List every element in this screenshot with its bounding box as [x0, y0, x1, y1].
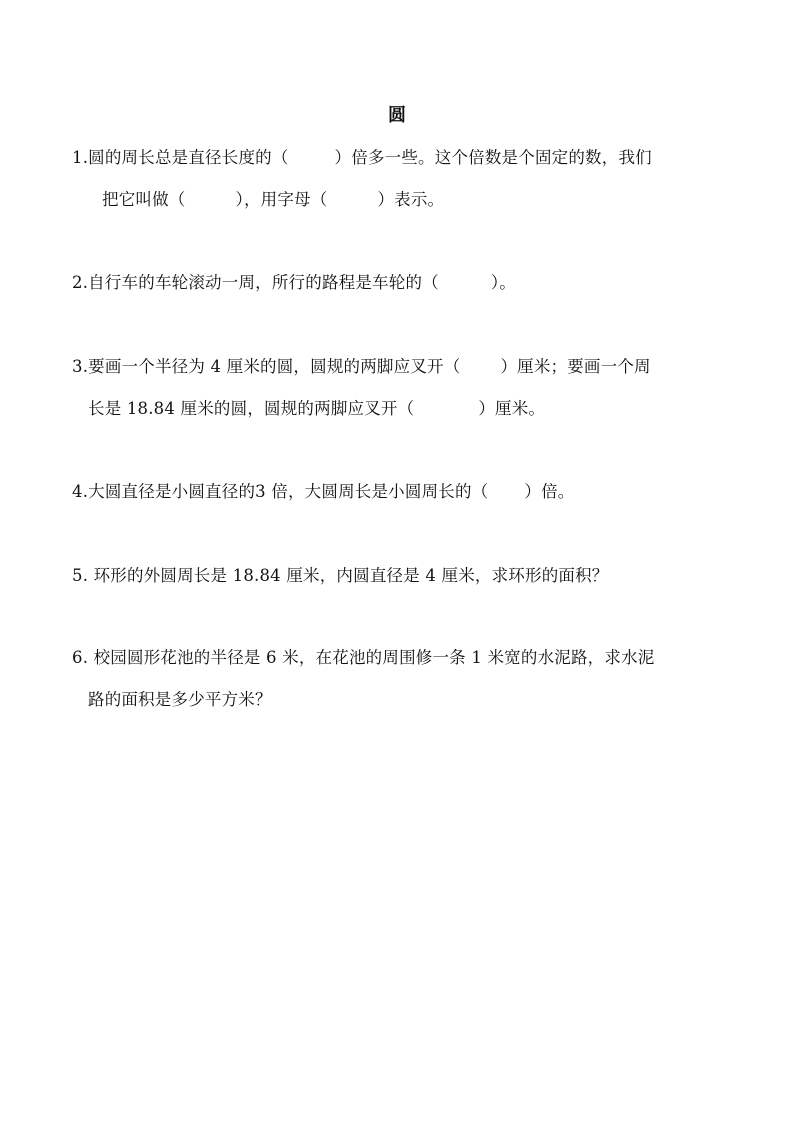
page-title: 圆 — [388, 105, 406, 126]
question-1-text-e: ）表示。 — [377, 190, 445, 209]
question-3-line-1 — [72, 355, 651, 379]
question-1-text-c: 把它叫做（ — [102, 190, 186, 209]
question-3-text-d: ）厘米。 — [478, 399, 546, 418]
question-6-line-2: 路的面积是多少平方米？ — [88, 690, 272, 709]
question-4-text-b: ）倍。 — [524, 482, 575, 501]
question-1-text-d: ），用字母（ — [235, 190, 328, 209]
question-6-line-1: 6. 校园圆形花池的半径是 6 米，在花池的周围修一条 1 米宽的水泥路，求水泥 — [72, 648, 655, 667]
question-1-text-a: 1.圆的周长总是直径长度的（ — [72, 148, 289, 167]
question-2-text-b: ）。 — [490, 273, 516, 292]
question-3-line-2 — [88, 397, 545, 421]
question-4-text-a: 4.大圆直径是小圆直径的3 倍，大圆周长是小圆周长的（ — [72, 482, 489, 501]
question-1-line-2 — [102, 188, 444, 212]
question-2-text-a: 2.自行车的车轮滚动一周，所行的路程是车轮的（ — [72, 273, 439, 292]
question-4-line-1 — [72, 480, 575, 504]
question-1-line-1 — [72, 146, 652, 170]
question-3-text-c: 长是 18.84 厘米的圆，圆规的两脚应叉开（ — [88, 399, 415, 418]
question-3-text-a: 3.要画一个半径为 4 厘米的圆，圆规的两脚应叉开（ — [72, 357, 461, 376]
question-2-line-1 — [72, 271, 516, 295]
question-1-text-b: ）倍多一些。这个倍数是个固定的数，我们 — [334, 148, 652, 167]
question-3-text-b: ）厘米；要画一个周 — [500, 357, 651, 376]
question-5-line-1: 5. 环形的外圆周长是 18.84 厘米，内圆直径是 4 厘米，求环形的面积？ — [72, 566, 609, 585]
